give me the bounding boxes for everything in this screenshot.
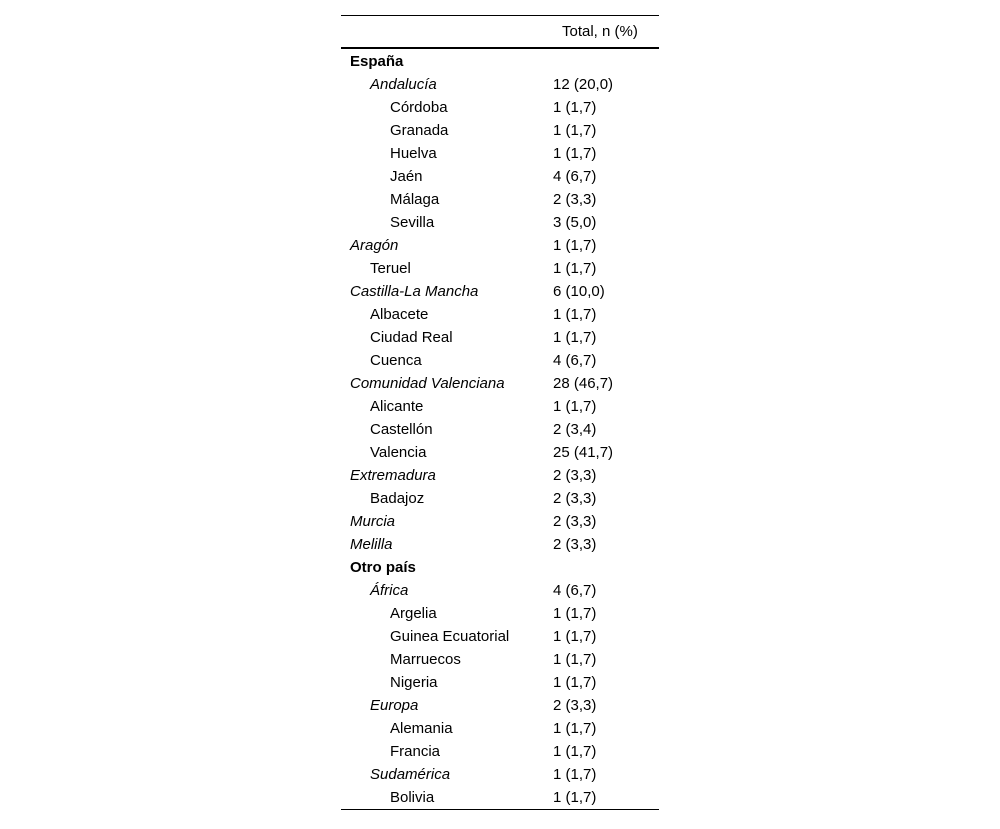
row-label: Comunidad Valenciana	[350, 375, 505, 392]
table-row	[341, 211, 659, 234]
row-label: Huelva	[390, 145, 437, 162]
row-label: Cuenca	[370, 352, 422, 369]
row-value: 1 (1,7)	[553, 329, 597, 346]
table-row	[341, 234, 659, 257]
row-value: 1 (1,7)	[553, 743, 597, 760]
row-value: 1 (1,7)	[553, 766, 597, 783]
row-value: 1 (1,7)	[553, 786, 659, 810]
row-label: Alicante	[370, 398, 424, 415]
table-row	[341, 763, 659, 786]
origin-table	[341, 15, 659, 810]
row-value: 25 (41,7)	[553, 444, 614, 461]
row-value: 2 (3,3)	[553, 191, 597, 208]
row-value: 12 (20,0)	[553, 76, 614, 93]
header-cell-total: Total, n (%)	[562, 23, 638, 40]
row-value: 1 (1,7)	[553, 674, 597, 691]
row-label: Extremadura	[350, 467, 436, 484]
table-row	[341, 73, 659, 96]
table-row	[341, 740, 659, 763]
row-label: Valencia	[370, 444, 427, 461]
table-row	[341, 464, 659, 487]
row-value: 2 (3,3)	[553, 490, 597, 507]
row-label: Murcia	[350, 513, 396, 530]
table-row	[341, 556, 659, 579]
row-value: 1 (1,7)	[553, 605, 597, 622]
row-value: 1 (1,7)	[553, 306, 597, 323]
row-label: Guinea Ecuatorial	[390, 628, 510, 645]
row-value: 2 (3,3)	[553, 467, 597, 484]
table-row	[341, 441, 659, 464]
row-label: Málaga	[390, 191, 440, 208]
row-value: 3 (5,0)	[553, 214, 597, 231]
row-value: 2 (3,4)	[553, 421, 597, 438]
row-label: Otro país	[350, 559, 416, 576]
row-label: Castilla-La Mancha	[350, 283, 479, 300]
table-row	[341, 717, 659, 740]
row-value: 4 (6,7)	[553, 582, 597, 599]
row-value: 1 (1,7)	[553, 145, 597, 162]
row-value: 1 (1,7)	[553, 720, 597, 737]
row-label: Castellón	[370, 421, 433, 438]
row-value: 1 (1,7)	[553, 628, 597, 645]
row-label: Bolivia	[341, 786, 553, 810]
table-row	[341, 326, 659, 349]
row-label: Jaén	[390, 168, 423, 185]
table-row	[341, 349, 659, 372]
row-value	[553, 556, 659, 579]
row-value: 1 (1,7)	[553, 99, 597, 116]
table-row	[341, 671, 659, 694]
row-value: 6 (10,0)	[553, 283, 605, 300]
row-label: África	[370, 582, 409, 599]
row-label: Córdoba	[390, 99, 448, 116]
row-label: Badajoz	[370, 490, 425, 507]
table-row	[341, 579, 659, 602]
table-row	[341, 96, 659, 119]
row-label: Melilla	[350, 536, 393, 553]
table-row	[341, 418, 659, 441]
row-label: Teruel	[370, 260, 411, 277]
row-label: España	[350, 53, 404, 70]
table-row	[341, 142, 659, 165]
table-row	[341, 602, 659, 625]
row-label: Aragón	[350, 237, 399, 254]
row-label: Nigeria	[390, 674, 438, 691]
row-label: Francia	[390, 743, 441, 760]
table-row	[341, 257, 659, 280]
row-label: Sudamérica	[370, 766, 451, 783]
table-row	[341, 533, 659, 556]
table-row	[341, 48, 659, 73]
table-header	[341, 16, 659, 49]
table-row	[341, 372, 659, 395]
row-label: Marruecos	[390, 651, 461, 668]
row-label: Ciudad Real	[370, 329, 453, 346]
row-label: Europa	[370, 697, 419, 714]
table-row	[341, 119, 659, 142]
table-row	[341, 280, 659, 303]
table-row	[341, 487, 659, 510]
row-label: Sevilla	[390, 214, 435, 231]
row-value: 1 (1,7)	[553, 260, 597, 277]
table-row	[341, 395, 659, 418]
table-row	[341, 786, 659, 810]
row-label: Argelia	[390, 605, 437, 622]
row-label: Granada	[390, 122, 449, 139]
table-row	[341, 303, 659, 326]
table-row	[341, 625, 659, 648]
table-row	[341, 648, 659, 671]
row-value: 4 (6,7)	[553, 352, 597, 369]
table-row	[341, 165, 659, 188]
row-value: 1 (1,7)	[553, 398, 597, 415]
row-value: 2 (3,3)	[553, 536, 597, 553]
row-value: 2 (3,3)	[553, 697, 597, 714]
table-row	[341, 694, 659, 717]
origin-table-container	[341, 15, 659, 810]
table-row	[341, 188, 659, 211]
row-value: 28 (46,7)	[553, 375, 614, 392]
table-body	[341, 48, 659, 810]
header-cell-label	[341, 16, 553, 49]
row-label: Alemania	[390, 720, 453, 737]
row-value: 1 (1,7)	[553, 651, 597, 668]
row-value	[553, 48, 659, 73]
row-value: 1 (1,7)	[553, 237, 597, 254]
header-row	[341, 16, 659, 49]
table-row	[341, 510, 659, 533]
row-label: Albacete	[370, 306, 429, 323]
row-value: 2 (3,3)	[553, 513, 597, 530]
row-value: 4 (6,7)	[553, 168, 597, 185]
row-label: Andalucía	[370, 76, 437, 93]
row-value: 1 (1,7)	[553, 122, 597, 139]
